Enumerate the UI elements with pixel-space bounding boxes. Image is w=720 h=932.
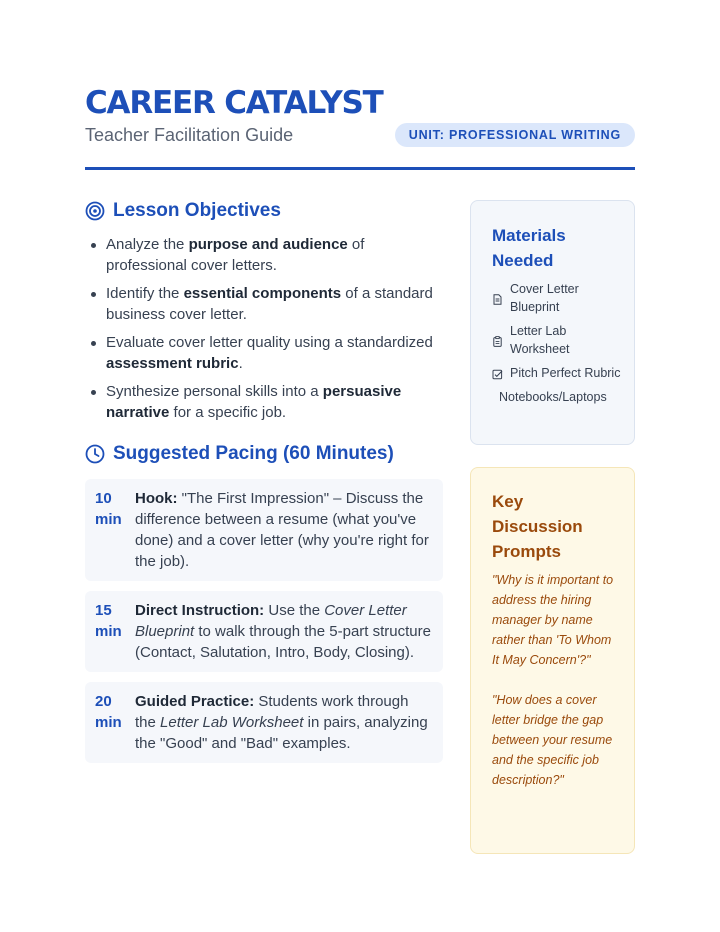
header-divider	[85, 167, 635, 170]
pacing-heading	[85, 443, 443, 465]
header-row	[85, 123, 635, 147]
page-title: CAREER CATALYST	[85, 85, 383, 121]
clipboard-icon	[492, 335, 503, 346]
pacing-card	[85, 682, 443, 763]
pacing-card	[85, 591, 443, 672]
prompts-box	[470, 467, 635, 854]
objective-item: Evaluate cover letter quality using a standardized assessment rubric.	[85, 332, 443, 374]
objectives-heading	[85, 200, 443, 222]
pacing-time: 20 min	[95, 693, 122, 731]
materials-item: Notebooks/Laptops	[499, 389, 607, 404]
discussion-prompt: "How does a cover letter bridge the gap between your resume and the specific job description?"	[492, 693, 613, 787]
pacing-description: Guided Practice: Students work through the Letter Lab Worksheet in pairs, analyzing the "Good" and "Bad" examples.	[135, 693, 428, 752]
materials-box	[470, 200, 635, 445]
pacing-time: 15 min	[95, 602, 122, 640]
objective-item: Identify the essential components of a standard business cover letter.	[85, 283, 443, 325]
discussion-prompt: "Why is it important to address the hiring manager by name rather than 'To Whom It May Concern'?"	[492, 573, 614, 667]
checkbox-icon	[492, 368, 503, 379]
pacing-description: Direct Instruction: Use the Cover Letter Blueprint to walk through the 5-part structure (Contact, Salutation, Intro, Body, Closing).	[135, 602, 431, 661]
pacing-time: 10 min	[95, 490, 122, 528]
pacing-title: Suggested Pacing (60 Minutes)	[113, 443, 394, 464]
content-columns	[85, 200, 635, 854]
unit-badge: UNIT: PROFESSIONAL WRITING	[395, 123, 635, 147]
materials-item: Letter Lab Worksheet	[492, 323, 624, 358]
materials-title: Materials Needed	[492, 226, 566, 270]
objective-item: Analyze the purpose and audience of professional cover letters.	[85, 234, 443, 276]
target-icon	[85, 201, 105, 221]
pacing-description: Hook: "The First Impression" – Discuss the difference between a resume (what you've done) and a cover letter (why you're right for the job).	[135, 490, 429, 570]
document-icon	[492, 293, 503, 304]
pacing-card	[85, 479, 443, 581]
materials-item: Cover Letter Blueprint	[492, 281, 624, 316]
objectives-title: Lesson Objectives	[113, 200, 281, 221]
prompts-title: Key Discussion Prompts	[492, 492, 583, 561]
side-column	[470, 200, 635, 854]
guide-page	[85, 84, 635, 854]
materials-item: Pitch Perfect Rubric	[492, 365, 624, 383]
materials-list	[492, 281, 624, 404]
clock-icon	[85, 444, 105, 464]
objective-item: Synthesize personal skills into a persuasive narrative for a specific job.	[85, 381, 443, 423]
objectives-list	[85, 234, 443, 423]
page-subtitle: Teacher Facilitation Guide	[85, 124, 294, 145]
pacing-list	[85, 479, 443, 763]
main-column	[85, 200, 443, 854]
